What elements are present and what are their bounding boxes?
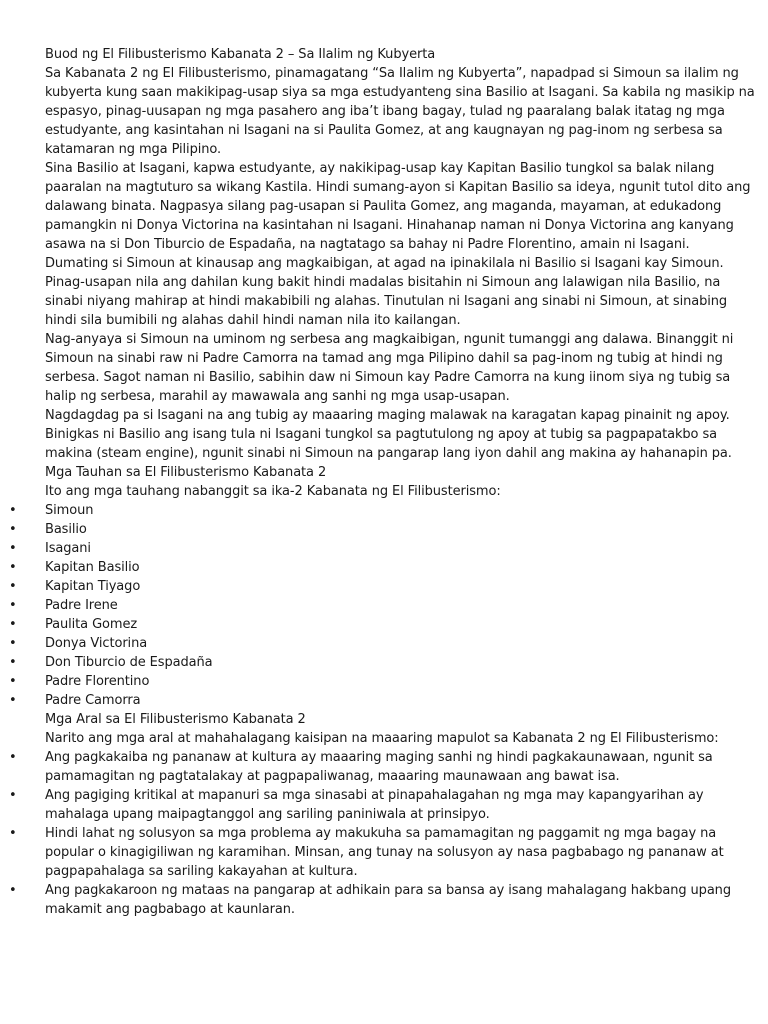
paragraph: Nagdagdag pa si Isagani na ang tubig ay maaaring maging malawak na karagatan kapag pinainit ng apoy. Binigkas ni Basilio ang isang tula ni Isagani tungkol sa pagtutulong ng apoy at tubig sa pagpapatakbo sa makina (steam engine), ngunit sinabi ni Simoun na pangarap lang iyon dahil ang makina ay hahanapin pa. [45,408,732,461]
list-item: • Padre Irene [45,596,758,615]
characters-intro: Ito ang mga tauhang nabanggit sa ika-2 Kabanata ng El Filibusterismo: [45,484,501,499]
list-item: • Padre Florentino [45,672,758,691]
list-item: • Kapitan Basilio [45,558,758,577]
list-item: • Isagani [45,539,758,558]
lessons-list [45,748,758,919]
document-title: Buod ng El Filibusterismo Kabanata 2 – Sa Ilalim ng Kubyerta [45,47,436,62]
lessons-heading: Mga Aral sa El Filibusterismo Kabanata 2 [45,712,306,727]
list-item: • Padre Camorra [45,691,758,710]
paragraph: Dumating si Simoun at kinausap ang magkaibigan, at agad na ipinakilala ni Basilio si Isagani kay Simoun. Pinag-usapan nila ang dahilan kung bakit hindi madalas bisitahin ni Simoun ang lalawigan nila Basilio, na sinabi niyang mahirap at hindi makabibili ng alahas. Tinutulan ni Isagani ang sinabi ni Simoun, at sinabing hindi sila bumibili ng alahas dahil hindi naman nila ito kailangan. [45,256,728,328]
list-item: • Ang pagkakaiba ng pananaw at kultura ay maaaring maging sanhi ng hindi pagkakaunawaan, ngunit sa pamamagitan ng pagtatalakay at pagpapaliwanag, maaaring maunawaan ang bawat isa. [45,748,758,786]
list-item: • Paulita Gomez [45,615,758,634]
list-item: • Basilio [45,520,758,539]
list-item: • Ang pagkakaroon ng mataas na pangarap at adhikain para sa bansa ay isang mahalagang hakbang upang makamit ang pagbabago at kaunlaran. [45,881,758,919]
characters-heading: Mga Tauhan sa El Filibusterismo Kabanata 2 [45,465,327,480]
list-item: • Simoun [45,501,758,520]
list-item: • Hindi lahat ng solusyon sa mga problema ay makukuha sa pamamagitan ng paggamit ng mga bagay na popular o kinagigiliwan ng karamihan. Minsan, ang tunay na solusyon ay nasa pagbabago ng pananaw at pagpapahalaga sa sariling kakayahan at kultura. [45,824,758,881]
paragraph: Sina Basilio at Isagani, kapwa estudyante, ay nakikipag-usap kay Kapitan Basilio tungkol sa balak nilang paaralan na magtuturo sa wikang Kastila. Hindi sumang-ayon si Kapitan Basilio sa ideya, ngunit tutol dito ang dalawang binata. Nagpasya silang pag-usapan si Paulita Gomez, ang maganda, mayaman, at edukadong pamangkin ni Donya Victorina na kasintahan ni Isagani. Hinahanap naman ni Donya Victorina ang kanyang asawa na si Don Tiburcio de Espadaña, na nagtatago sa bahay ni Padre Florentino, amain ni Isagani. [45,161,751,252]
paragraph: Sa Kabanata 2 ng El Filibusterismo, pinamagatang “Sa Ilalim ng Kubyerta”, napadpad si Simoun sa ilalim ng kubyerta kung saan makikipag-usap siya sa mga estudyanteng sina Basilio at Isagani. Sa kabila ng masikip na espasyo, pinag-uusapan ng mga pasahero ang iba’t ibang bagay, tulad ng paaralang balak itatag ng mga estudyante, ang kasintahan ni Isagani na si Paulita Gomez, at ang kaugnayan ng pag-inom ng serbesa sa katamaran ng mga Pilipino. [45,66,755,157]
list-item: • Don Tiburcio de Espadaña [45,653,758,672]
paragraph: Nag-anyaya si Simoun na uminom ng serbesa ang magkaibigan, ngunit tumanggi ang dalawa. Binanggit ni Simoun na sinabi raw ni Padre Camorra na tamad ang mga Pilipino dahil sa pag-inom ng tubig at hindi ng serbesa. Sagot naman ni Basilio, sabihin daw ni Simoun kay Padre Camorra na kung iinom siya ng tubig sa halip ng serbesa, marahil ay mawawala ang sanhi ng mga usap-usapan. [45,332,734,404]
characters-list [45,501,758,710]
list-item: • Ang pagiging kritikal at mapanuri sa mga sinasabi at pinapahalagahan ng mga may kapangyarihan ay mahalaga upang maipagtanggol ang sariling paniniwala at prinsipyo. [45,786,758,824]
list-item: • Kapitan Tiyago [45,577,758,596]
lessons-intro: Narito ang mga aral at mahahalagang kaisipan na maaaring mapulot sa Kabanata 2 ng El Filibusterismo: [45,731,719,746]
list-item: • Donya Victorina [45,634,758,653]
